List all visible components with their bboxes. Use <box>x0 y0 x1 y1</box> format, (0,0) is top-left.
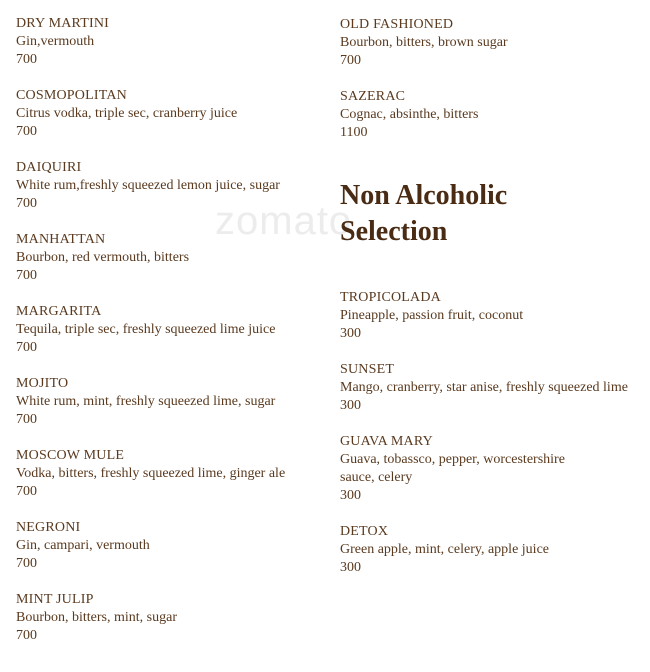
menu-item-description: Gin, campari, vermouth <box>16 538 150 553</box>
menu-item-description: Pineapple, passion fruit, coconut <box>340 308 524 323</box>
menu-item <box>340 88 645 142</box>
menu-item-price: 700 <box>16 268 37 283</box>
menu-item-description: Gin,vermouth <box>16 34 95 49</box>
menu-item-price: 700 <box>16 196 37 211</box>
menu-item-description: Bourbon, red vermouth, bitters <box>16 250 190 265</box>
menu-item <box>340 361 645 415</box>
menu-item-description: Citrus vodka, triple sec, cranberry juice <box>16 106 238 121</box>
menu-item-description: White rum,freshly squeezed lemon juice, sugar <box>16 178 280 193</box>
menu-item-price: 700 <box>16 628 37 643</box>
menu-item-description: Bourbon, bitters, brown sugar <box>340 35 508 50</box>
menu-item <box>340 289 645 343</box>
menu-item-name: MOJITO <box>16 376 69 391</box>
menu-item-price: 300 <box>340 488 361 503</box>
menu-item-price: 700 <box>16 484 37 499</box>
menu-item-description: White rum, mint, freshly squeezed lime, sugar <box>16 394 276 409</box>
menu-item <box>16 375 326 429</box>
menu-item-name: DRY MARTINI <box>16 16 110 31</box>
menu-item-name: MARGARITA <box>16 304 102 319</box>
menu-item-price: 700 <box>16 340 37 355</box>
menu-item-name: MOSCOW MULE <box>16 448 125 463</box>
menu-item-description: Green apple, mint, celery, apple juice <box>340 542 549 557</box>
menu-item-description: Tequila, triple sec, freshly squeezed lime juice <box>16 322 276 337</box>
menu-item-price: 300 <box>340 398 361 413</box>
menu-item-price: 700 <box>16 52 37 67</box>
menu-item-price: 1100 <box>340 125 368 140</box>
zomato-watermark: zomato <box>215 199 353 243</box>
menu-item-price: 700 <box>340 53 361 68</box>
menu-item <box>16 447 326 501</box>
menu-item-description: Cognac, absinthe, bitters <box>340 107 479 122</box>
menu-item-description: Guava, tobassco, pepper, worcestershire sauce, celery <box>340 452 565 485</box>
non-alcoholic-section-title: Non Alcoholic Selection <box>340 180 508 247</box>
menu-item-description: Vodka, bitters, freshly squeezed lime, ginger ale <box>16 466 286 481</box>
menu-item <box>16 159 326 213</box>
menu-item-name: DAIQUIRI <box>16 160 82 175</box>
menu-item-price: 700 <box>16 124 37 139</box>
menu-item <box>340 433 645 505</box>
menu-item-name: DETOX <box>340 524 389 539</box>
menu-item <box>340 523 645 577</box>
menu-item-name: NEGRONI <box>16 520 81 535</box>
menu-item-name: MANHATTAN <box>16 232 106 247</box>
menu-item-name: SUNSET <box>340 362 395 377</box>
menu-item-price: 700 <box>16 556 37 571</box>
menu-item <box>16 231 326 285</box>
menu-item-description: Bourbon, bitters, mint, sugar <box>16 610 177 625</box>
menu-item-name: COSMOPOLITAN <box>16 88 127 103</box>
menu-item-price: 300 <box>340 560 361 575</box>
menu-item <box>16 591 326 645</box>
left-menu-column <box>16 15 326 663</box>
menu-item-name: MINT JULIP <box>16 592 94 607</box>
right-menu-column <box>340 16 645 595</box>
menu-item-name: OLD FASHIONED <box>340 17 454 32</box>
menu-item <box>16 87 326 141</box>
menu-item-name: SAZERAC <box>340 89 406 104</box>
menu-item-name: GUAVA MARY <box>340 434 433 449</box>
menu-item-price: 300 <box>340 326 361 341</box>
menu-item-price: 700 <box>16 412 37 427</box>
menu-item-name: TROPICOLADA <box>340 290 441 305</box>
menu-item <box>340 16 645 70</box>
menu-item <box>16 519 326 573</box>
menu-item <box>16 15 326 69</box>
menu-item-description: Mango, cranberry, star anise, freshly squeezed lime <box>340 380 628 395</box>
menu-item <box>16 303 326 357</box>
